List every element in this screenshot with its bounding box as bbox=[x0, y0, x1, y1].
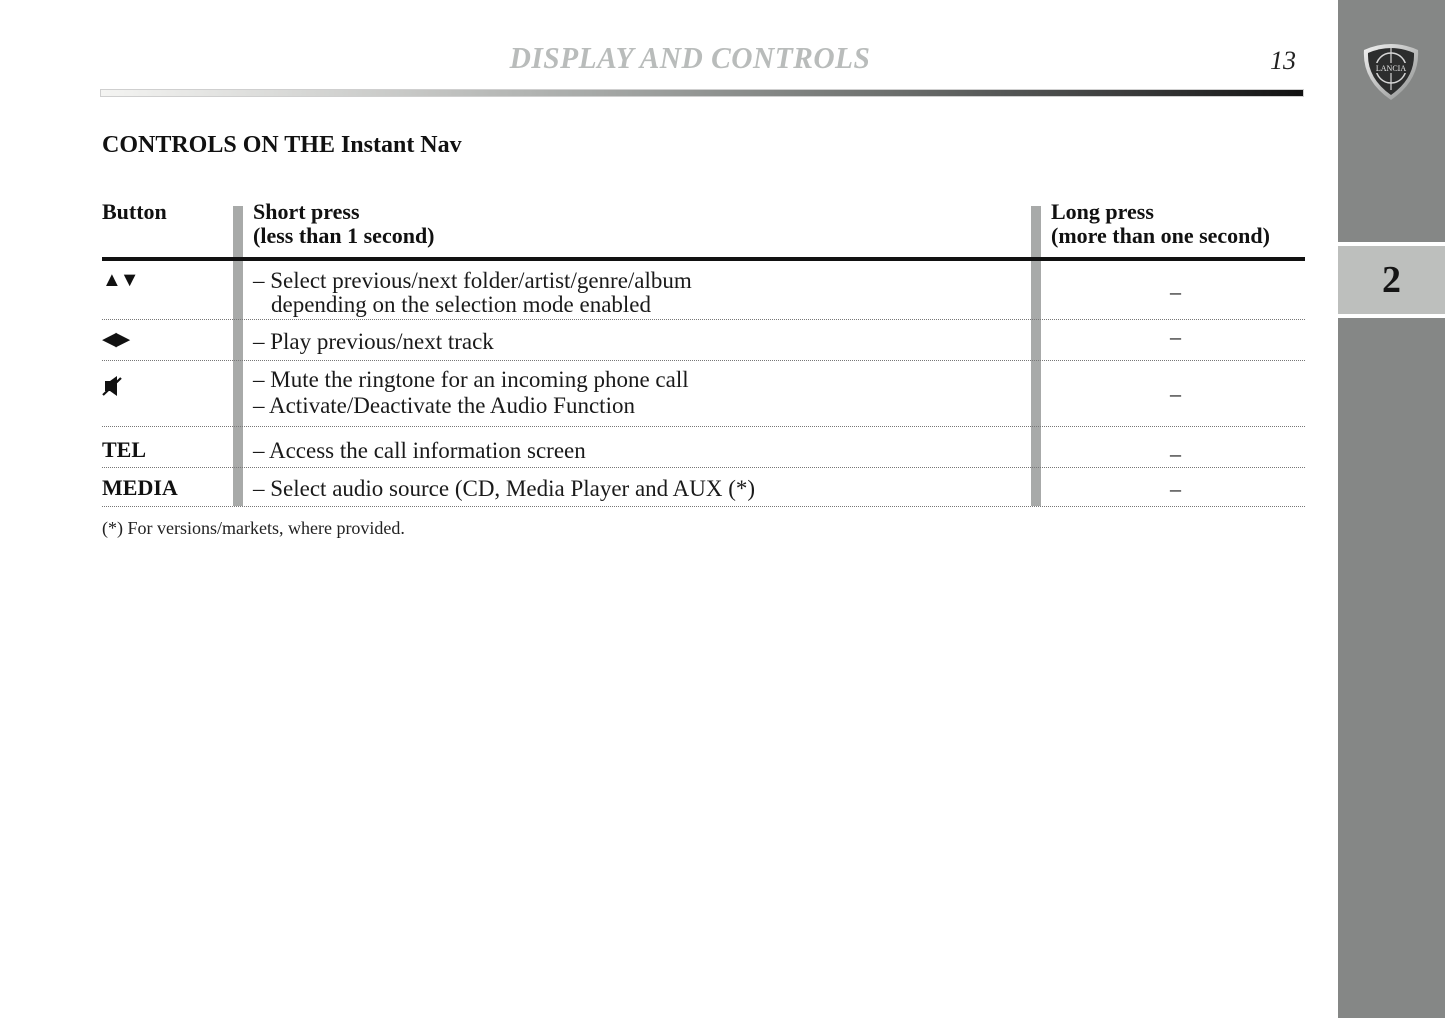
column-header-short-press bbox=[253, 200, 435, 248]
description-line: – Mute the ringtone for an incoming phone call bbox=[253, 367, 689, 392]
short-press-cell bbox=[253, 367, 689, 419]
table-row bbox=[102, 468, 1305, 507]
svg-text:LANCIA: LANCIA bbox=[1375, 64, 1407, 73]
long-press-cell: – bbox=[1170, 279, 1181, 304]
table-row bbox=[102, 320, 1305, 361]
long-press-cell: – bbox=[1170, 476, 1181, 501]
header-line: (less than 1 second) bbox=[253, 223, 435, 248]
lancia-logo bbox=[1360, 40, 1422, 102]
long-press-cell: – bbox=[1170, 324, 1181, 349]
mute-speaker-icon bbox=[102, 375, 122, 403]
header-gradient-rule bbox=[100, 89, 1304, 97]
description-line: – Activate/Deactivate the Audio Function bbox=[253, 393, 635, 418]
description-line: depending on the selection mode enabled bbox=[271, 292, 652, 317]
short-press-cell bbox=[253, 269, 692, 317]
media-button-label: MEDIA bbox=[102, 475, 178, 500]
description-line: – Access the call information screen bbox=[253, 438, 586, 463]
short-press-cell bbox=[253, 330, 494, 354]
mute-speaker-icon bbox=[102, 375, 122, 397]
footnote: (*) For versions/markets, where provided. bbox=[102, 518, 405, 538]
description-line: – Select audio source (CD, Media Player and AUX (*) bbox=[253, 476, 756, 501]
chapter-number: 2 bbox=[1382, 259, 1401, 301]
table-row bbox=[102, 261, 1305, 320]
long-press-cell: – bbox=[1170, 381, 1181, 406]
lancia-shield-icon bbox=[1360, 40, 1422, 102]
description-line: – Select previous/next folder/artist/genre/album bbox=[253, 268, 692, 293]
column-header-button: Button bbox=[102, 199, 167, 224]
header-line: Short press bbox=[253, 199, 360, 224]
short-press-cell bbox=[253, 439, 586, 463]
header-line: (more than one second) bbox=[1051, 223, 1270, 248]
page-number: 13 bbox=[1270, 46, 1296, 75]
tel-button-label: TEL bbox=[102, 437, 147, 462]
table-row bbox=[102, 427, 1305, 468]
running-title: DISPLAY AND CONTROLS bbox=[509, 40, 871, 75]
section-title: CONTROLS ON THE Instant Nav bbox=[102, 132, 462, 158]
column-header-long-press bbox=[1051, 200, 1270, 248]
long-press-cell: – bbox=[1170, 441, 1181, 466]
chapter-sidebar bbox=[1338, 0, 1445, 1018]
left-right-arrows-icon: ◀▶ bbox=[102, 329, 130, 350]
chapter-tab[interactable] bbox=[1338, 242, 1445, 318]
up-down-arrows-icon: ▲▼ bbox=[102, 269, 138, 291]
description-line: – Play previous/next track bbox=[253, 329, 494, 354]
short-press-cell bbox=[253, 477, 755, 501]
table-row bbox=[102, 361, 1305, 427]
header-line: Long press bbox=[1051, 199, 1154, 224]
